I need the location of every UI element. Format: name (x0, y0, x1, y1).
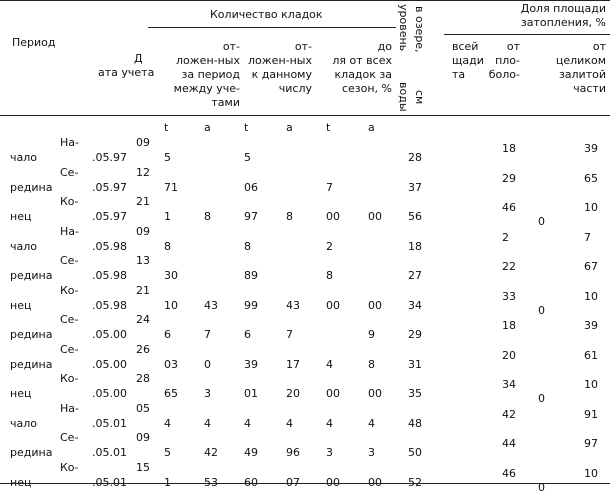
cell-period-prefix: Ко- (60, 195, 79, 208)
cell-date-rest: .05.01 (92, 446, 127, 459)
cell-flood-full: 91 (584, 407, 598, 421)
header-period: Период (12, 36, 56, 49)
cell-period-suffix: чало (10, 151, 38, 164)
cell-period-prefix: На- (60, 136, 79, 149)
cell-period-suffix: нец (10, 210, 32, 223)
cell-period-suffix: редина (10, 269, 53, 282)
cell-laid-total-a: 43 (286, 298, 300, 312)
cell-share-t: 7 (326, 180, 333, 194)
cell-laid-period-t: 65 (164, 387, 178, 400)
cell-date-day: 15 (136, 460, 150, 474)
cell-date-day: 24 (136, 313, 150, 326)
cell-date-rest: .05.97 (92, 151, 127, 164)
cell-flood-full: 39 (584, 142, 598, 155)
cell-laid-period-t: 30 (164, 269, 178, 282)
cell-period-suffix: чало (10, 239, 38, 253)
cell-flood-all: 46 (502, 201, 516, 214)
sub-c3-a: a (368, 121, 375, 134)
cell-share-t: 00 (326, 387, 340, 400)
header-full-part: от целиком залитой части (555, 40, 606, 95)
cell-laid-total-a: 96 (286, 446, 300, 459)
cell-share-a: 00 (368, 475, 382, 489)
cell-date-rest: .05.97 (92, 210, 127, 223)
cell-share-t: 4 (326, 357, 333, 371)
cell-flood-full: 10 (584, 289, 598, 303)
cell-period-suffix: нец (10, 387, 32, 400)
cell-period-prefix: На- (60, 224, 79, 238)
cell-water-level: 27 (408, 269, 422, 282)
cell-water-level: 34 (408, 298, 422, 312)
cell-flood-full: 61 (584, 348, 598, 362)
cell-period-prefix: Се- (60, 431, 79, 444)
cell-share-t: 00 (326, 475, 340, 489)
cell-water-level: 50 (408, 446, 422, 459)
cell-date-rest: .05.98 (92, 239, 127, 253)
cell-flood-part: 0 (538, 215, 545, 228)
cell-laid-period-t: 4 (164, 416, 171, 430)
cell-date-day: 26 (136, 342, 150, 356)
sub-c2-t: t (244, 121, 249, 134)
cell-laid-period-t: 10 (164, 298, 178, 312)
cell-date-day: 21 (136, 195, 150, 208)
cell-flood-full: 39 (584, 319, 598, 332)
cell-period-prefix: Се- (60, 342, 79, 356)
cell-period-suffix: редина (10, 180, 53, 194)
cell-period-prefix: Ко- (60, 460, 79, 474)
cell-laid-total-t: 01 (244, 387, 258, 400)
cell-laid-period-t: 8 (164, 239, 171, 253)
header-lake: в озере, (413, 6, 426, 53)
cell-date-rest: .05.00 (92, 328, 127, 341)
header-date-b: ата учета (98, 66, 155, 79)
header-flood-group: Доля площади затопления, % (520, 2, 606, 29)
cell-share-a: 3 (368, 446, 375, 459)
cell-date-day: 09 (136, 136, 150, 149)
cell-share-a: 9 (368, 328, 375, 341)
header-bottom-rule (0, 115, 610, 116)
cell-date-day: 05 (136, 401, 150, 415)
cell-flood-full: 65 (584, 171, 598, 185)
sub-c2-a: a (286, 121, 293, 134)
cell-share-t: 4 (326, 416, 333, 430)
cell-period-suffix: редина (10, 357, 53, 371)
cell-laid-total-a: 17 (286, 357, 300, 371)
cell-laid-period-t: 1 (164, 475, 171, 489)
cell-laid-period-a: 53 (204, 475, 218, 489)
cell-laid-total-t: 97 (244, 210, 258, 223)
cell-water-level: 28 (408, 151, 422, 164)
cell-flood-all: 20 (502, 348, 516, 362)
cell-flood-full: 10 (584, 466, 598, 480)
cell-laid-total-t: 49 (244, 446, 258, 459)
cell-laid-total-a: 8 (286, 210, 293, 223)
cell-period-prefix: Ко- (60, 372, 79, 385)
header-count-group: Количество кладок (210, 8, 323, 21)
cell-share-t: 00 (326, 298, 340, 312)
cell-water-level: 48 (408, 416, 422, 430)
cell-flood-all: 34 (502, 378, 516, 391)
cell-flood-all: 18 (502, 142, 516, 155)
cell-laid-total-t: 6 (244, 328, 251, 341)
cell-water-level: 37 (408, 180, 422, 194)
cell-date-rest: .05.98 (92, 298, 127, 312)
cell-flood-all: 29 (502, 171, 516, 185)
header-water-b: воды (397, 82, 410, 112)
cell-laid-total-a: 7 (286, 328, 293, 341)
cell-laid-total-t: 39 (244, 357, 258, 371)
cell-share-a: 00 (368, 387, 382, 400)
cell-water-level: 56 (408, 210, 422, 223)
header-col-laid-period: от- ложен-ных за период между уче- тами (173, 40, 240, 109)
cell-laid-period-a: 3 (204, 387, 211, 400)
cell-flood-part: 0 (538, 480, 545, 494)
header-water-level: уровень (397, 4, 410, 52)
cell-laid-total-t: 4 (244, 416, 251, 430)
cell-date-rest: .05.00 (92, 387, 127, 400)
cell-share-t: 00 (326, 210, 340, 223)
cell-period-suffix: нец (10, 298, 32, 312)
cell-flood-all: 33 (502, 289, 516, 303)
cell-flood-all: 22 (502, 260, 516, 273)
count-rule (148, 27, 396, 28)
sub-c1-t: t (164, 121, 169, 134)
cell-date-rest: .05.97 (92, 180, 127, 194)
cell-flood-part: 0 (538, 303, 545, 317)
cell-share-a: 8 (368, 357, 375, 371)
sub-c3-t: t (326, 121, 331, 134)
cell-water-level: 35 (408, 387, 422, 400)
cell-period-suffix: редина (10, 328, 53, 341)
cell-flood-full: 97 (584, 437, 598, 450)
cell-laid-total-t: 89 (244, 269, 258, 282)
cell-laid-period-a: 8 (204, 210, 211, 223)
cell-laid-period-a: 0 (204, 357, 211, 371)
cell-water-level: 29 (408, 328, 422, 341)
cell-laid-period-t: 5 (164, 446, 171, 459)
cell-share-a: 00 (368, 210, 382, 223)
cell-flood-full: 10 (584, 378, 598, 391)
cell-period-suffix: редина (10, 446, 53, 459)
cell-laid-total-t: 8 (244, 239, 251, 253)
cell-period-prefix: Се- (60, 165, 79, 179)
cell-share-t: 3 (326, 446, 333, 459)
cell-flood-all: 18 (502, 319, 516, 332)
cell-share-t: 8 (326, 269, 333, 282)
cell-date-rest: .05.01 (92, 416, 127, 430)
cell-date-day: 09 (136, 431, 150, 444)
header-cm: см (413, 90, 426, 105)
cell-laid-period-a: 7 (204, 328, 211, 341)
cell-water-level: 31 (408, 357, 422, 371)
header-col-share: до ля от всех кладок за сезон, % (332, 40, 392, 95)
cell-laid-total-t: 99 (244, 298, 258, 312)
cell-period-suffix: нец (10, 475, 32, 489)
cell-laid-period-a: 43 (204, 298, 218, 312)
cell-share-a: 4 (368, 416, 375, 430)
cell-date-day: 12 (136, 165, 150, 179)
cell-laid-total-t: 60 (244, 475, 258, 489)
cell-date-day: 21 (136, 283, 150, 297)
cell-share-t: 2 (326, 239, 333, 253)
cell-date-day: 28 (136, 372, 150, 385)
cell-flood-part: 0 (538, 392, 545, 405)
flood-rule (444, 34, 610, 35)
cell-period-prefix: Се- (60, 313, 79, 326)
cell-flood-all: 42 (502, 407, 516, 421)
cell-flood-full: 10 (584, 201, 598, 214)
cell-flood-full: 7 (584, 230, 591, 244)
cell-flood-all: 46 (502, 466, 516, 480)
top-rule (0, 0, 610, 1)
cell-laid-period-t: 03 (164, 357, 178, 371)
cell-laid-period-a: 42 (204, 446, 218, 459)
cell-date-day: 09 (136, 224, 150, 238)
cell-laid-period-t: 1 (164, 210, 171, 223)
cell-laid-period-t: 5 (164, 151, 171, 164)
header-col-laid-total: от- ложен-ных к данному числу (248, 40, 312, 95)
cell-laid-total-t: 06 (244, 180, 258, 194)
header-part-area: от пло- боло- (488, 40, 520, 81)
cell-water-level: 52 (408, 475, 422, 489)
cell-flood-all: 2 (502, 230, 509, 244)
cell-date-day: 13 (136, 254, 150, 267)
cell-period-prefix: Ко- (60, 283, 79, 297)
cell-laid-total-a: 20 (286, 387, 300, 400)
cell-flood-full: 67 (584, 260, 598, 273)
cell-period-prefix: Се- (60, 254, 79, 267)
cell-share-a: 00 (368, 298, 382, 312)
cell-laid-period-t: 71 (164, 180, 178, 194)
cell-period-suffix: чало (10, 416, 38, 430)
cell-laid-total-a: 07 (286, 475, 300, 489)
cell-date-rest: .05.01 (92, 475, 127, 489)
header-date-a: Д (134, 52, 143, 65)
cell-flood-all: 44 (502, 437, 516, 450)
cell-laid-total-t: 5 (244, 151, 251, 164)
cell-period-prefix: На- (60, 401, 79, 415)
cell-date-rest: .05.00 (92, 357, 127, 371)
sub-c1-a: a (204, 121, 211, 134)
header-all-area: всей щади та (452, 40, 484, 81)
cell-laid-period-a: 4 (204, 416, 211, 430)
cell-date-rest: .05.98 (92, 269, 127, 282)
cell-laid-period-t: 6 (164, 328, 171, 341)
cell-laid-total-a: 4 (286, 416, 293, 430)
cell-water-level: 18 (408, 239, 422, 253)
